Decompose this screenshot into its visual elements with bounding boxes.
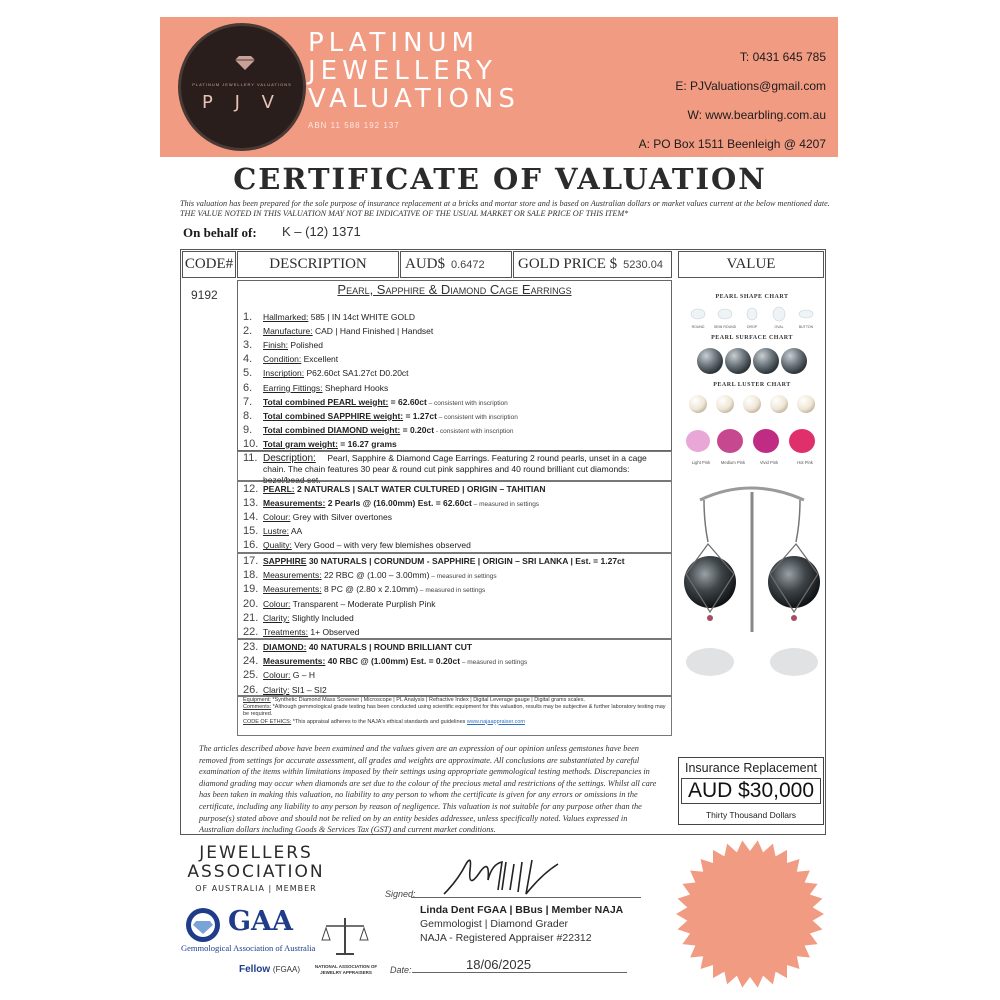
detail-row: 9. Total combined DIAMOND weight: = 0.20ct - consistent with inscription <box>243 423 514 436</box>
detail-row: 12. PEARL: 2 NATURALS | SALT WATER CULTURED | ORIGIN – TAHITIAN <box>243 483 546 495</box>
detail-row: 5. Inscription: P62.60ct SA1.27ct D0.20ct <box>243 367 409 380</box>
signatory-name: Linda Dent FGAA | BBus | Member NAJA <box>420 904 624 916</box>
phone-text: T: 0431 645 785 <box>739 50 826 64</box>
pink-grade-label: Vivid Pink <box>759 460 779 465</box>
detail-row: 8. Total combined SAPPHIRE weight: = 1.27ct – consistent with inscription <box>243 409 518 422</box>
gold-price-value: 5230.04 <box>623 259 663 271</box>
diamond-icon <box>235 56 255 70</box>
detail-row: 18. Measurements: 22 RBC @ (1.00 – 3.00mm) – measured in settings <box>243 569 497 582</box>
detail-row: 14. Colour: Grey with Silver overtones <box>243 511 392 524</box>
detail-row: 24. Measurements: 40 RBC @ (1.00mm) Est. = 0.20ct – measured in settings <box>243 655 528 668</box>
code-value: 9192 <box>191 288 218 302</box>
logo-initials: P J V <box>202 92 282 113</box>
signatory-title: Gemmologist | Diamond Grader <box>420 918 569 930</box>
pearl-shape-label: BUTTON <box>798 325 814 329</box>
contact-block <box>586 43 826 159</box>
date-line <box>412 972 627 973</box>
certificate-title: CERTIFICATE OF VALUATION <box>233 162 767 196</box>
pearl-shape-chart-title: PEARL SHAPE CHART <box>715 294 789 300</box>
description-header: DESCRIPTION <box>237 251 399 278</box>
on-behalf-label: On behalf of: <box>183 225 257 240</box>
insurance-label: Insurance Replacement <box>684 761 818 775</box>
naja-scales-icon <box>320 914 370 960</box>
detail-row: 13. Measurements: 2 Pearls @ (16.00mm) Est. = 62.60ct – measured in settings <box>243 497 540 510</box>
jewellers-association-logo: JEWELLERS ASSOCIATION OF AUSTRALIA | MEMBER <box>187 843 325 893</box>
item-title: Pearl, Sapphire & Diamond Cage Earrings <box>337 282 572 297</box>
earrings-photo <box>680 482 824 682</box>
gaa-emblem-icon <box>182 906 224 944</box>
gaa-fellow-label: Fellow (FGAA) <box>239 964 301 975</box>
pink-grade-label: Hot Pink <box>797 460 813 465</box>
description-text: Pearl, Sapphire & Diamond Cage Earrings. Featuring 2 round pearls, unset in a cage chain. The chain features 30 pear & round cut pink sapphires and 40 round brilliant cut diamonds: bezel/bead set. <box>263 453 647 485</box>
gold-price-header: GOLD PRICE $ 5230.04 <box>513 251 672 278</box>
company-logo <box>178 23 306 151</box>
insurance-amount: AUD $30,000 <box>681 778 821 804</box>
pearl-luster-chart <box>680 390 826 420</box>
naja-link[interactable]: www.najaappraiser.com <box>466 718 525 725</box>
pearl-surface-chart <box>680 344 826 380</box>
pearl-shape-label: DROP <box>746 325 758 329</box>
detail-row: 1. Hallmarked: 585 | IN 14ct WHITE GOLD <box>243 311 415 323</box>
detail-row: 7. Total combined PEARL weight: = 62.60ct – consistent with inscription <box>243 395 508 408</box>
detail-row: 20. Colour: Transparent – Moderate Purplish Pink <box>243 597 436 610</box>
detail-row: 23. DIAMOND: 40 NATURALS | ROUND BRILLIANT CUT <box>243 641 473 653</box>
address-text: A: PO Box 1511 Beenleigh @ 4207 <box>638 137 826 151</box>
pink-sapphire-chart <box>680 426 826 460</box>
detail-row: 4. Condition: Excellent <box>243 353 339 366</box>
equipment-notes: Equipment: *Synthetic Diamond Mass Screener | Microscope | PL Analysis | Refractive Index | Digital Leverage gauge | Digital grams scales. Comments: *Although gemmological grade testing has been conducted using scientific equipment for this valuation, results may be subjective & further laboratory testing may be required. CODE OF ETHICS: *This appraisal adheres to the NAJA's ethical standards and guidelines www.najaappraiser.com <box>243 697 666 725</box>
pearl-shape-label: SEMI ROUND <box>713 325 737 329</box>
pearl-surface-chart-title: PEARL SURFACE CHART <box>711 335 793 341</box>
detail-row: 2. Manufacture: CAD | Hand Finished | Handset <box>243 325 434 338</box>
email-text[interactable]: E: PJValuations@gmail.com <box>675 79 826 93</box>
pink-grade-label: Light Pink <box>691 460 711 465</box>
value-header: VALUE <box>678 251 824 278</box>
signature-scribble <box>440 850 575 900</box>
gaa-full-name: Gemmological Association of Australia <box>181 943 316 953</box>
signatory-registration: NAJA - Registered Appraiser #22312 <box>420 932 592 944</box>
pearl-shape-label: ROUND <box>691 325 705 329</box>
gaa-logo-text: GAA <box>228 906 293 937</box>
detail-row: 19. Measurements: 8 PC @ (2.80 x 2.10mm) – measured in settings <box>243 583 486 596</box>
detail-row: 22. Treatments: 1+ Observed <box>243 626 360 638</box>
valuation-disclaimer <box>180 199 840 219</box>
on-behalf-value: K – (12) 1371 <box>282 224 361 239</box>
detail-row: 17. SAPPHIRE 30 NATURALS | CORUNDUM - SAPPHIRE | ORIGIN – SRI LANKA | Est. = 1.27ct <box>243 555 625 567</box>
seal-starburst <box>676 840 824 987</box>
detail-row: 16. Quality: Very Good – with very few blemishes observed <box>243 539 471 552</box>
brand-line-2: JEWELLERY <box>308 56 497 86</box>
pink-grade-label: Medium Pink <box>720 460 746 465</box>
aud-rate-header: AUD$ 0.6472 <box>400 251 512 278</box>
description-row: 11. Description: <box>243 452 316 464</box>
pearl-shape-label: OVAL <box>774 325 784 329</box>
signed-label: Signed: <box>385 889 416 899</box>
logo-small-text: PLATINUM JEWELLERY VALUATIONS <box>192 82 292 87</box>
brand-line-3: VALUATIONS <box>308 84 520 114</box>
brand-line-1: PLATINUM <box>308 28 479 58</box>
code-header: CODE# <box>182 251 236 278</box>
detail-row: 26. Clarity: SI1 – SI2 <box>243 683 327 696</box>
date-label: Date: <box>390 965 412 975</box>
terms-text: The articles described above have been examined and the values given are an expression of our opinion unless gemstones have been removed from settings for accurate assessment, all grades and weights are approximate. All conclusions are substantiated by careful examination of the items within limitations imposed by their settings using appropriate gemmological testing methods. Discrepancies in diamond grading may occur when diamonds are set due to the colour of the precious metal and restrictions of the settings. Whilst all care has been taken in making this valuation, no liability to any person to whom the certificate is given for any errors or omissions in the certificate, including any liability to any person by reason of negligence. This valuation is not suitable for any purpose other than the purpose(s) stated above and should not be relied on by an entity besides addressee, unless specifically noted. Values expressed in Australian dollars including Goods & Services Tax (GST) and current market conditions. <box>199 744 657 835</box>
signature-line <box>411 897 641 898</box>
company-seal <box>672 836 828 992</box>
detail-row: 3. Finish: Polished <box>243 339 324 352</box>
detail-row: 25. Colour: G – H <box>243 669 315 682</box>
disclaimer-line-1: This valuation has been prepared for the sole purpose of insurance replacement at a bricks and mortar store and is based on Australian dollars or market values current at the below mentioned date. <box>180 199 830 208</box>
brand-name <box>308 29 520 113</box>
naja-caption: NATIONAL ASSOCIATION OF JEWELRY APPRAISERS <box>314 964 378 975</box>
detail-row: 21. Clarity: Slightly Included <box>243 611 354 624</box>
pearl-luster-chart-title: PEARL LUSTER CHART <box>713 382 791 388</box>
disclaimer-line-2: THE VALUE NOTED IN THIS VALUATION MAY NOT BE INDICATIVE OF THE USUAL MARKET OR SALE PRICE OF THIS ITEM* <box>180 209 629 218</box>
website-text[interactable]: W: www.bearbling.com.au <box>687 108 826 122</box>
valuation-date: 18/06/2025 <box>466 957 532 972</box>
detail-row: 15. Lustre: AA <box>243 525 303 538</box>
detail-row: 6. Earring Fittings: Shephard Hooks <box>243 381 389 394</box>
abn-number: ABN 11 588 192 137 <box>308 121 400 130</box>
insurance-amount-words: Thirty Thousand Dollars <box>705 810 797 820</box>
aud-rate-value: 0.6472 <box>451 259 485 271</box>
detail-row: 10. Total gram weight: = 16.27 grams <box>243 437 397 450</box>
header-band <box>160 17 838 157</box>
